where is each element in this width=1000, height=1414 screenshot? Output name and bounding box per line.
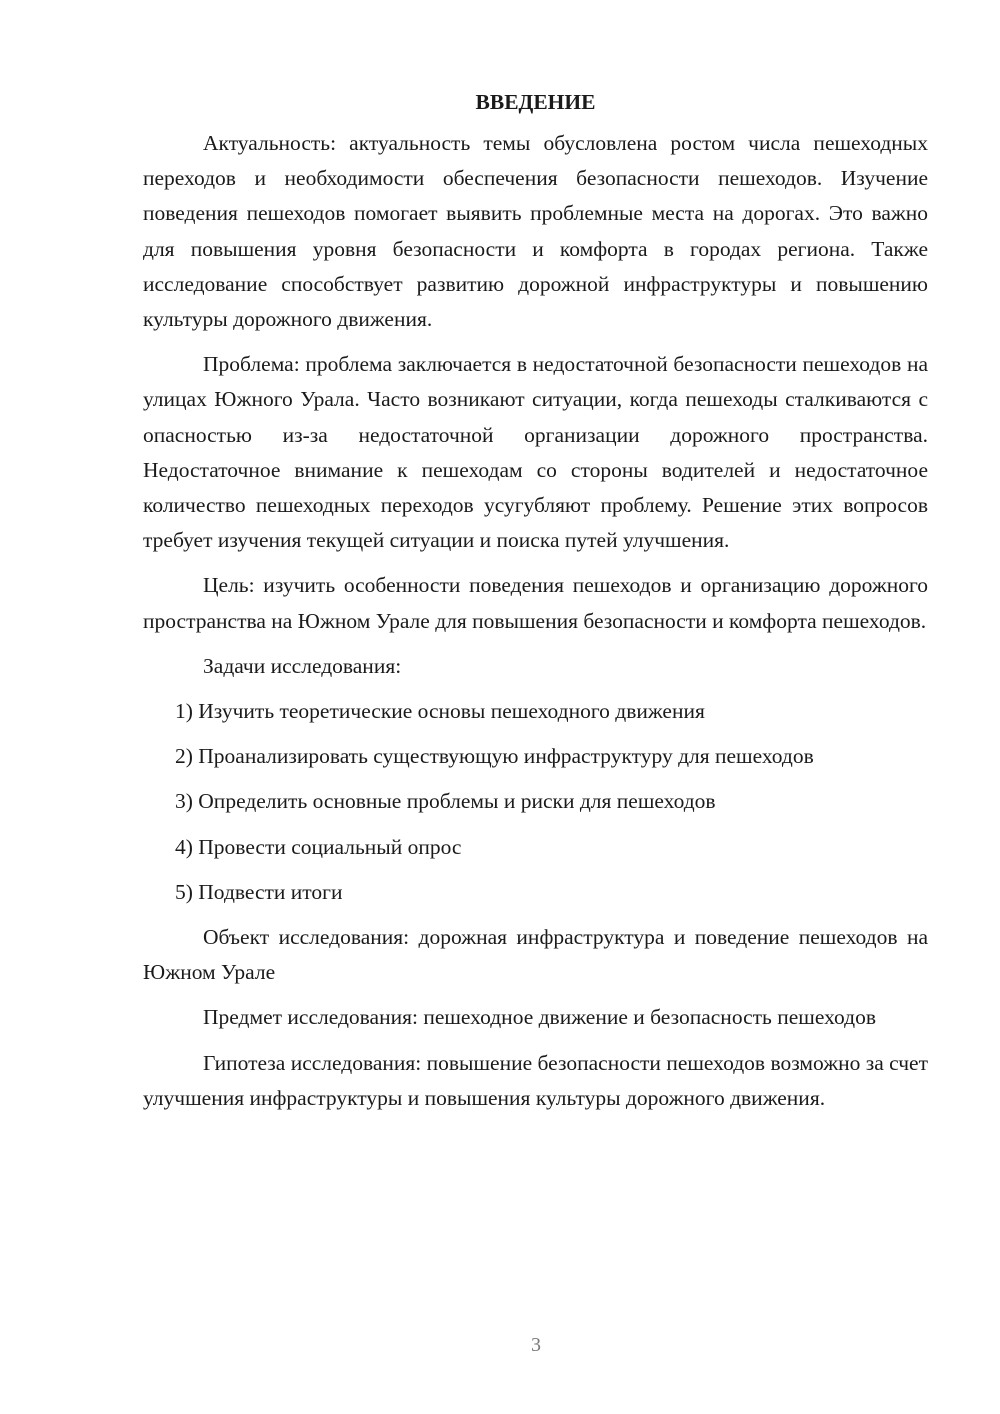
paragraph-problem: Проблема: проблема заключается в недостаточной безопасности пешеходов на улицах Южного Урала. Часто возникают ситуации, когда пешеходы сталкиваются с опасностью из-за недостаточной организации дорожного пространства. Недостаточное внимание к пешеходам со стороны водителей и недостаточное количество пешеходных переходов усугубляют проблему. Решение этих вопросов требует изучения текущей ситуации и поиска путей улучшения. — [143, 352, 928, 553]
paragraph-object: Объект исследования: дорожная инфраструктура и поведение пешеходов на Южном Урале — [143, 925, 928, 985]
paragraph-relevance: Актуальность: актуальность темы обусловлена ростом числа пешеходных переходов и необходимости обеспечения безопасности пешеходов. Изучение поведения пешеходов помогает выявить проблемные места на дорогах. Это важно для повышения уровня безопасности и комфорта в городах региона. Также исследование способствует развитию дорожной инфраструктуры и повышению культуры дорожного движения. — [143, 131, 928, 332]
tasks-list — [143, 694, 928, 910]
tasks-heading: Задачи исследования: — [203, 653, 402, 678]
paragraph-hypothesis: Гипотеза исследования: повышение безопасности пешеходов возможно за счет улучшения инфраструктуры и повышения культуры дорожного движения. — [143, 1050, 928, 1110]
paragraph-subject: Предмет исследования: пешеходное движение и безопасность пешеходов — [203, 1005, 876, 1030]
list-item: 2) Проанализировать существующую инфраструктуру для пешеходов — [175, 744, 814, 769]
paragraph-goal: Цель: изучить особенности поведения пешеходов и организацию дорожного пространства на Южном Урале для повышения безопасности и комфорта пешеходов. — [143, 573, 928, 633]
list-item: 1) Изучить теоретические основы пешеходного движения — [175, 699, 705, 724]
page-number: 3 — [531, 1334, 541, 1356]
document-page — [143, 88, 928, 1126]
list-item: 3) Определить основные проблемы и риски для пешеходов — [175, 789, 716, 814]
list-item: 5) Подвести итоги — [175, 879, 343, 904]
list-item: 4) Провести социальный опрос — [175, 834, 462, 859]
page-title: ВВЕДЕНИЕ — [475, 90, 596, 114]
